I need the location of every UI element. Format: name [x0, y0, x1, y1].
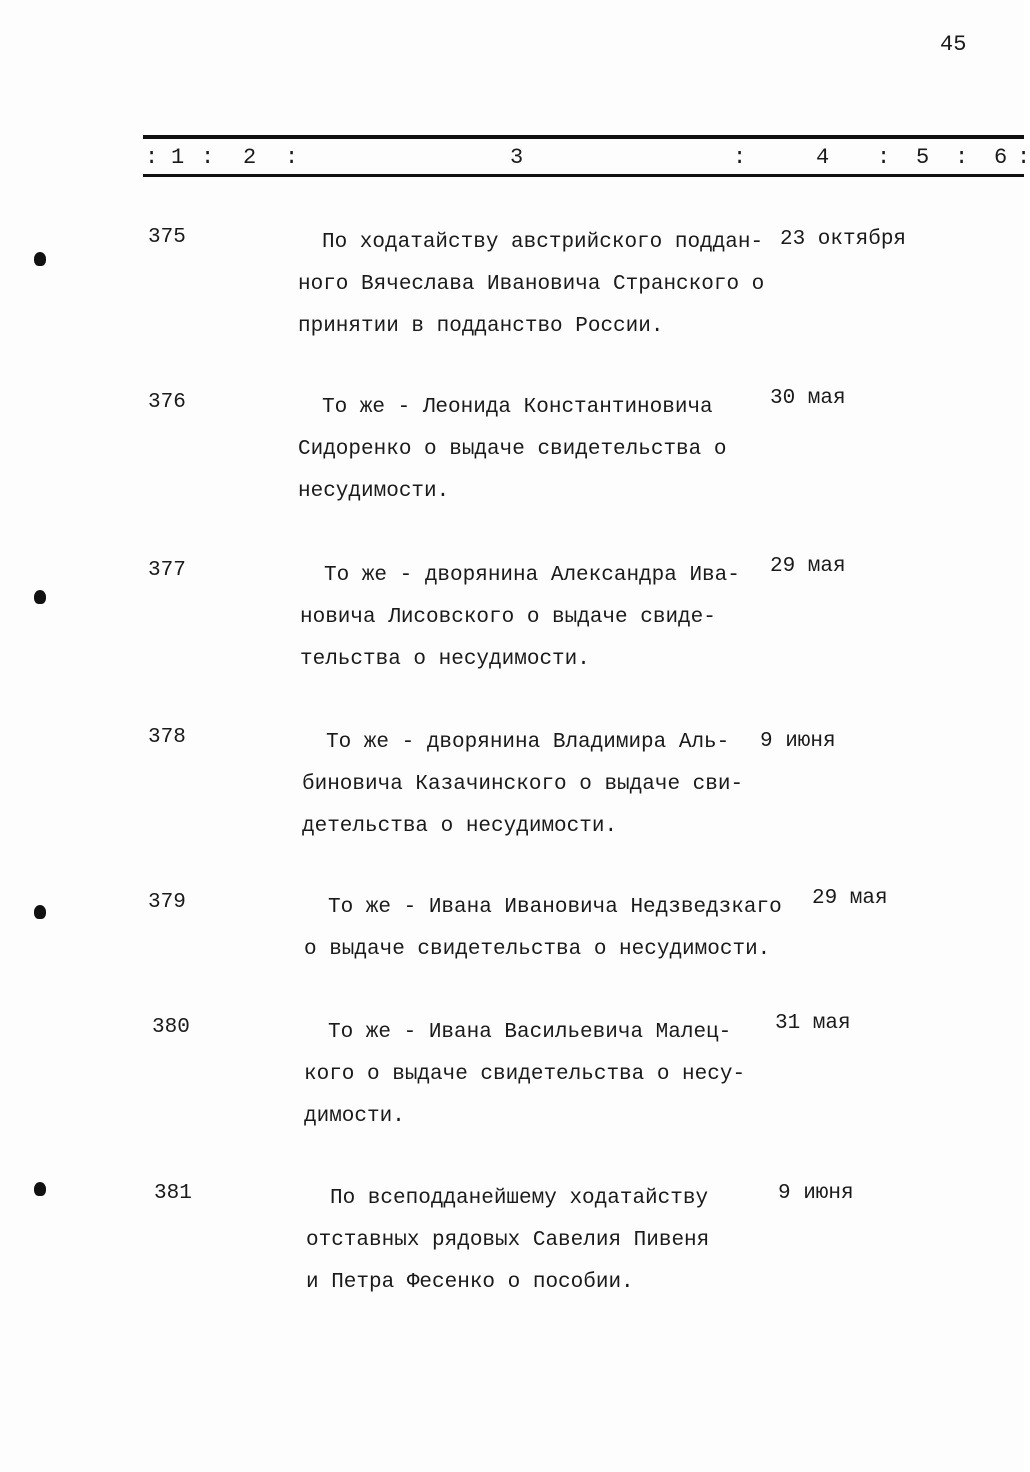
text-line: ного Вячеслава Ивановича Странского о: [298, 273, 765, 296]
punch-hole-mark: [34, 590, 46, 604]
header-rule-bottom: [143, 174, 1024, 177]
text-line: По всеподданейшему ходатайству: [330, 1187, 709, 1210]
col-3: 3: [510, 145, 524, 170]
punch-hole-mark: [34, 1182, 46, 1196]
punch-hole-mark: [34, 905, 46, 919]
header-rule-top: [143, 135, 1024, 139]
entry-date: 31 мая: [775, 1012, 851, 1035]
col-sep: :: [955, 145, 969, 170]
entry-number: 379: [148, 891, 186, 914]
text-line: То же - дворянина Александра Ива-: [324, 564, 740, 587]
text-line: новича Лисовского о выдаче свиде-: [300, 606, 716, 629]
text-line: отставных рядовых Савелия Пивеня: [306, 1229, 710, 1252]
text-line: кого о выдаче свидетельства о несу-: [304, 1063, 746, 1086]
text-line: По ходатайству австрийского поддан-: [322, 231, 764, 254]
entry-number: 378: [148, 726, 186, 749]
text-line: и Петра Фесенко о пособии.: [306, 1271, 634, 1294]
entry-number: 380: [152, 1016, 190, 1039]
col-2: 2: [243, 145, 257, 170]
entry-date: 9 июня: [760, 730, 836, 753]
entry-number: 377: [148, 559, 186, 582]
col-1: 1: [171, 145, 185, 170]
entry-date: 23 октября: [780, 228, 907, 251]
entry-text: [306, 1178, 709, 1304]
col-sep: :: [201, 145, 215, 170]
text-line: То же - Ивана Васильевича Малец-: [328, 1021, 732, 1044]
entry-text: [298, 222, 764, 348]
text-line: тельства о несудимости.: [300, 648, 590, 671]
entry-text: [302, 722, 743, 848]
column-header: [143, 145, 1030, 173]
col-6: 6: [994, 145, 1008, 170]
entry-date: 9 июня: [778, 1182, 854, 1205]
entry-date: 29 мая: [770, 555, 846, 578]
text-line: То же - Ивана Ивановича Недзведзкаго: [328, 896, 782, 919]
entry-number: 381: [154, 1182, 192, 1205]
col-5: 5: [916, 145, 930, 170]
text-line: То же - Леонида Константиновича: [322, 396, 713, 419]
col-4: 4: [816, 145, 830, 170]
text-line: биновича Казачинского о выдаче сви-: [302, 773, 744, 796]
col-sep: :: [1017, 145, 1030, 170]
punch-hole-mark: [34, 252, 46, 266]
text-line: несудимости.: [298, 480, 450, 503]
col-sep: :: [145, 145, 159, 170]
text-line: принятии в подданство России.: [298, 315, 664, 338]
entry-number: 376: [148, 391, 186, 414]
text-line: димости.: [304, 1105, 405, 1128]
col-sep: :: [877, 145, 891, 170]
entry-date: 30 мая: [770, 387, 846, 410]
entry-date: 29 мая: [812, 887, 888, 910]
text-line: То же - дворянина Владимира Аль-: [326, 731, 730, 754]
text-line: Сидоренко о выдаче свидетельства о: [298, 438, 727, 461]
page-number: 45: [940, 32, 967, 57]
entry-text: [304, 1012, 745, 1138]
entry-text: [300, 555, 740, 681]
text-line: детельства о несудимости.: [302, 815, 618, 838]
entry-number: 375: [148, 226, 186, 249]
entry-text: [304, 887, 782, 971]
entry-text: [298, 387, 726, 513]
text-line: о выдаче свидетельства о несудимости.: [304, 938, 771, 961]
col-sep: :: [285, 145, 299, 170]
col-sep: :: [733, 145, 747, 170]
